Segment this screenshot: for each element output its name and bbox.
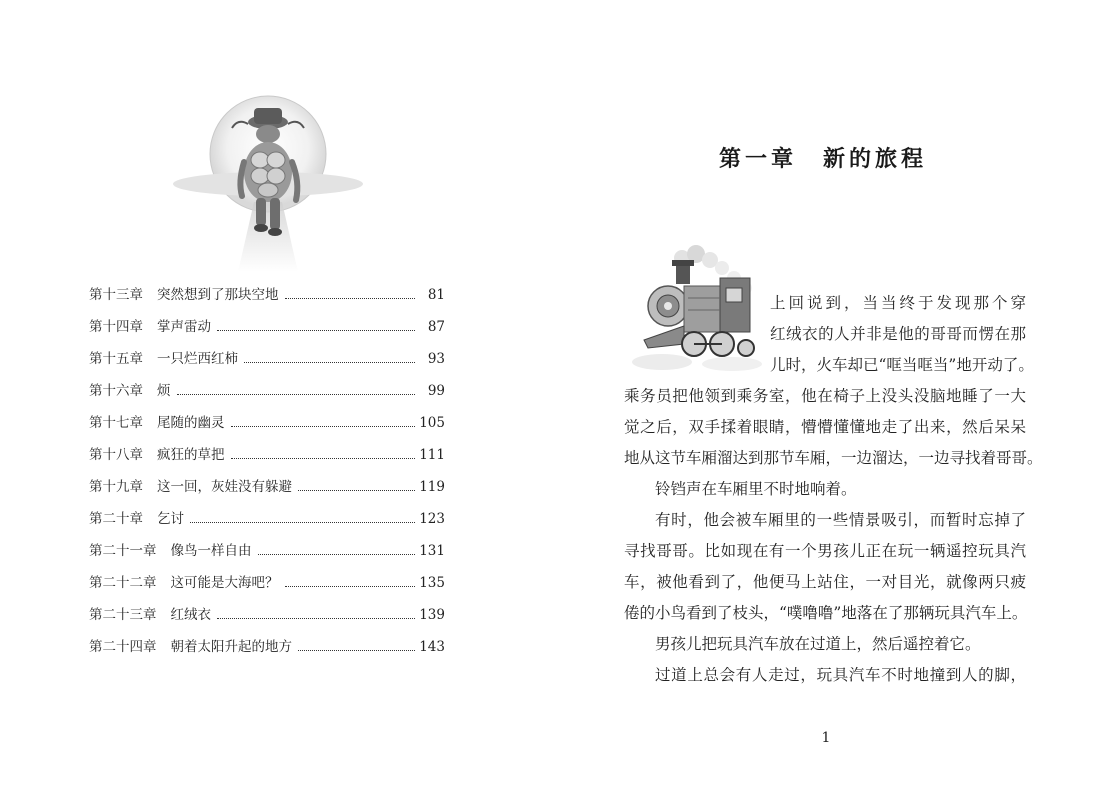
toc-chapter-number: 第十九章 bbox=[89, 479, 143, 495]
toc-entry[interactable] bbox=[89, 315, 445, 347]
chapter-body-text bbox=[624, 288, 1043, 691]
toc-entry[interactable] bbox=[89, 571, 445, 603]
toc-entry[interactable] bbox=[89, 379, 445, 411]
text-line: 地从这节车厢溜达到那节车厢，一边溜达，一边寻找着哥哥。 bbox=[624, 449, 1043, 467]
toc-chapter-number: 第二十章 bbox=[89, 511, 143, 527]
chapter-heading: 第一章 新的旅程 bbox=[718, 146, 927, 172]
toc-page-number: 99 bbox=[427, 383, 445, 399]
page-number: 1 bbox=[821, 730, 831, 746]
toc-leader-dots bbox=[231, 426, 416, 427]
toc-chapter-title: 这一回，灰娃没有躲避 bbox=[157, 479, 292, 495]
text-line: 倦的小鸟看到了枝头，“噗噜噜”地落在了那辆玩具汽车上。 bbox=[624, 604, 1028, 622]
toc-page-number: 119 bbox=[419, 479, 445, 495]
text-line: 有时，他会被车厢里的一些情景吸引，而暂时忘掉了 bbox=[655, 511, 1026, 529]
paragraph bbox=[624, 474, 1026, 505]
toc-page-number: 81 bbox=[427, 287, 445, 303]
toc-chapter-title: 乞讨 bbox=[157, 511, 184, 527]
toc-page-number: 135 bbox=[419, 575, 445, 591]
toc-entry[interactable] bbox=[89, 603, 445, 635]
toc-entry[interactable] bbox=[89, 475, 445, 507]
toc-chapter-number: 第十七章 bbox=[89, 415, 143, 431]
paragraph bbox=[624, 505, 1026, 629]
toc-leader-dots bbox=[298, 490, 415, 491]
toc-leader-dots bbox=[258, 554, 416, 555]
toc-chapter-number: 第十六章 bbox=[89, 383, 143, 399]
text-line: 红绒衣的人并非是他的哥哥而愣在那 bbox=[770, 325, 1026, 343]
boy-walking-illustration bbox=[168, 92, 368, 272]
toc-chapter-title: 掌声雷动 bbox=[157, 319, 211, 335]
toc-entry[interactable] bbox=[89, 539, 445, 571]
toc-leader-dots bbox=[298, 650, 415, 651]
toc-leader-dots bbox=[285, 586, 416, 587]
toc-page-number: 131 bbox=[419, 543, 445, 559]
toc-leader-dots bbox=[190, 522, 415, 523]
text-line: 男孩儿把玩具汽车放在过道上，然后遥控着它。 bbox=[655, 635, 981, 653]
text-line: 寻找哥哥。比如现在有一个男孩儿正在玩一辆遥控玩具汽 bbox=[624, 542, 1026, 560]
toc-chapter-title: 一只烂西红柿 bbox=[157, 351, 238, 367]
toc-page-number: 143 bbox=[419, 639, 445, 655]
toc-page-number: 111 bbox=[419, 447, 445, 463]
toc-page-number: 139 bbox=[419, 607, 445, 623]
toc-chapter-number: 第十三章 bbox=[89, 287, 143, 303]
paragraph bbox=[624, 288, 1043, 474]
toc-entry[interactable] bbox=[89, 347, 445, 379]
toc-entry[interactable] bbox=[89, 507, 445, 539]
toc-chapter-title: 红绒衣 bbox=[170, 607, 211, 623]
text-line: 车，被他看到了，他便马上站住，一对目光，就像两只疲 bbox=[624, 573, 1026, 591]
text-line: 铃铛声在车厢里不时地响着。 bbox=[655, 480, 857, 498]
toc-page-number: 123 bbox=[419, 511, 445, 527]
toc-chapter-number: 第二十四章 bbox=[89, 639, 157, 655]
toc-chapter-title: 这可能是大海吧？ bbox=[170, 575, 279, 591]
text-line: 觉之后，双手揉着眼睛，懵懵懂懂地走了出来，然后呆呆 bbox=[624, 418, 1026, 436]
toc-entry[interactable] bbox=[89, 283, 445, 315]
toc-entry[interactable] bbox=[89, 411, 445, 443]
toc-leader-dots bbox=[285, 298, 416, 299]
toc-chapter-number: 第十四章 bbox=[89, 319, 143, 335]
toc-chapter-title: 尾随的幽灵 bbox=[157, 415, 225, 431]
toc-leader-dots bbox=[177, 394, 416, 395]
paragraph bbox=[624, 629, 1026, 660]
toc-page-number: 105 bbox=[419, 415, 445, 431]
toc-page-number: 87 bbox=[427, 319, 445, 335]
toc-leader-dots bbox=[244, 362, 415, 363]
toc-leader-dots bbox=[231, 458, 416, 459]
toc-leader-dots bbox=[217, 330, 415, 331]
toc-chapter-number: 第二十三章 bbox=[89, 607, 157, 623]
text-line: 儿时，火车却已“哐当哐当”地开动了。 bbox=[770, 356, 1034, 374]
toc-entry[interactable] bbox=[89, 635, 445, 667]
text-line: 上回说到，当当终于发现那个穿 bbox=[770, 294, 1026, 312]
toc-chapter-title: 烦 bbox=[157, 383, 171, 399]
paragraph bbox=[624, 660, 1026, 691]
table-of-contents bbox=[89, 283, 445, 667]
text-line: 乘务员把他领到乘务室，他在椅子上没头没脑地睡了一大 bbox=[624, 387, 1026, 405]
toc-chapter-number: 第十八章 bbox=[89, 447, 143, 463]
toc-page-number: 93 bbox=[427, 351, 445, 367]
toc-chapter-title: 突然想到了那块空地 bbox=[157, 287, 279, 303]
toc-chapter-title: 像鸟一样自由 bbox=[170, 543, 252, 559]
toc-entry[interactable] bbox=[89, 443, 445, 475]
toc-chapter-title: 朝着太阳升起的地方 bbox=[170, 639, 292, 655]
text-line: 过道上总会有人走过，玩具汽车不时地撞到人的脚， bbox=[655, 666, 1026, 684]
toc-chapter-number: 第二十二章 bbox=[89, 575, 157, 591]
toc-leader-dots bbox=[217, 618, 415, 619]
toc-chapter-title: 疯狂的草把 bbox=[157, 447, 225, 463]
toc-chapter-number: 第十五章 bbox=[89, 351, 143, 367]
toc-chapter-number: 第二十一章 bbox=[89, 543, 157, 559]
